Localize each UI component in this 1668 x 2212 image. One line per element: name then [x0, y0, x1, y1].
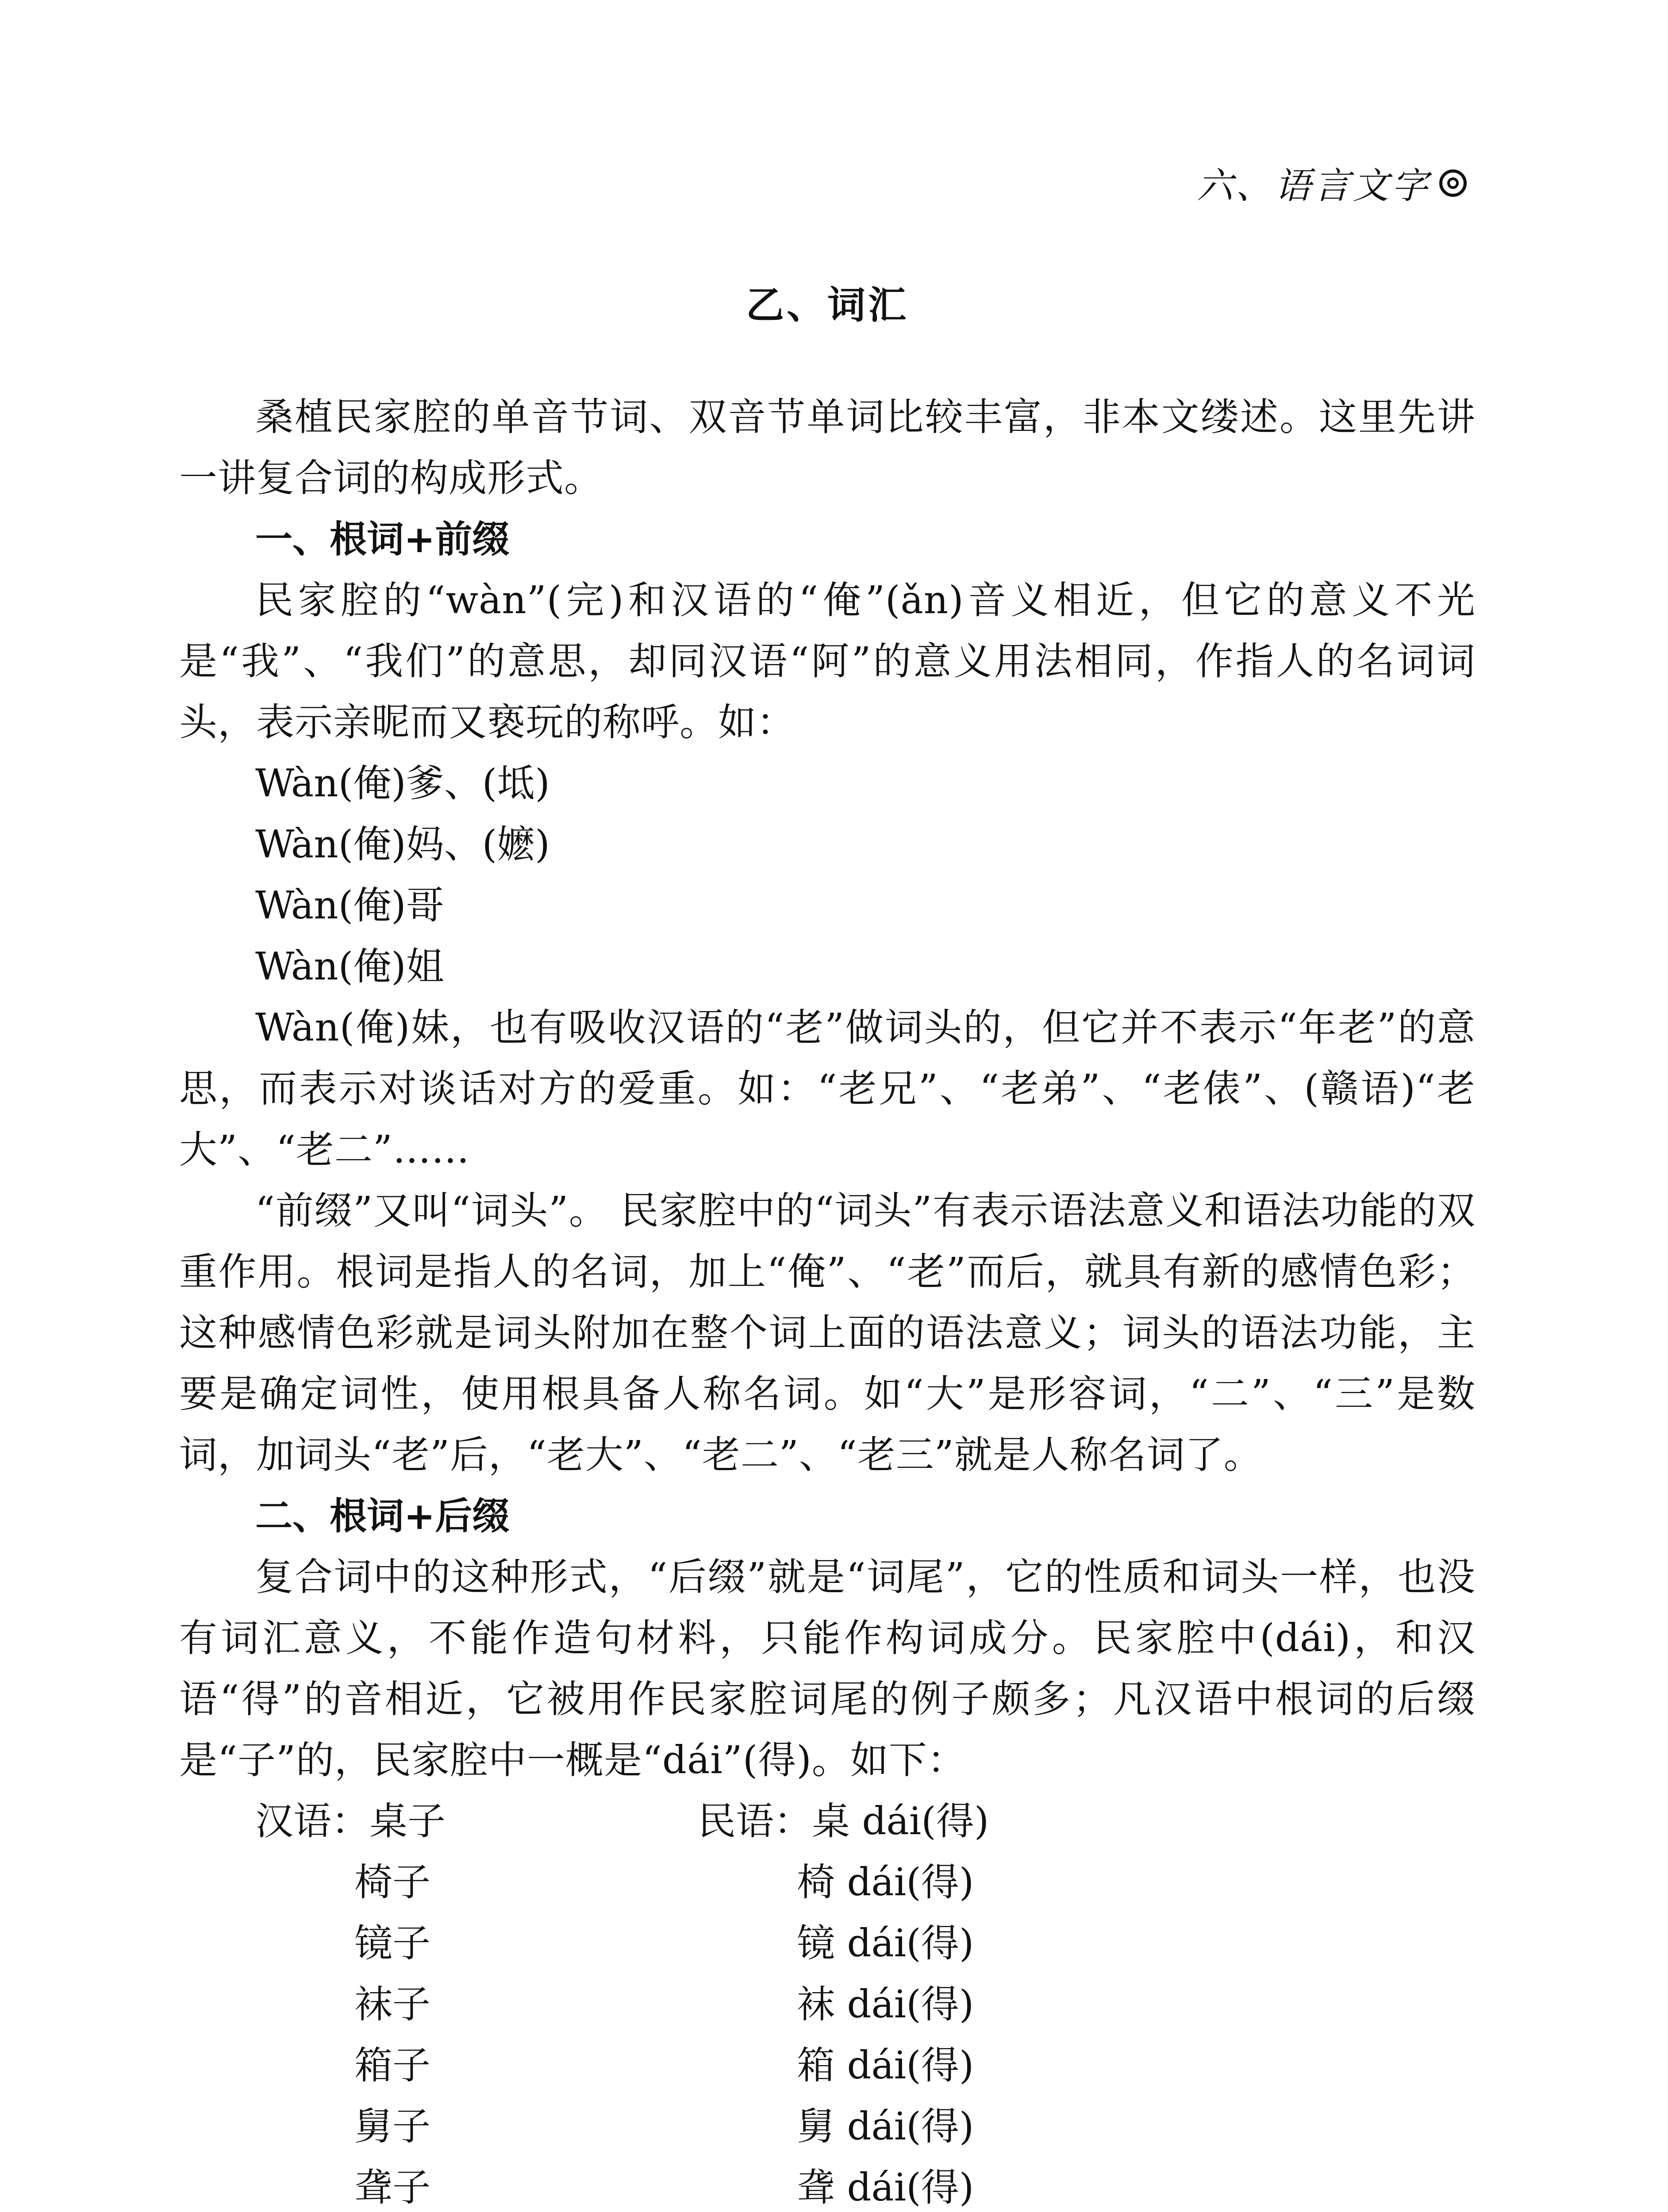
word-pair-row	[179, 1974, 1476, 2035]
min-word: 镜 dái(得)	[797, 1921, 974, 1966]
running-head	[1197, 157, 1467, 209]
prefix-paragraph-3: “前缀”又叫“词头”。 民家腔中的“词头”有表示语法意义和语法功能的双重作用。根词是指人的名词，加上“俺”、“老”而后，就具有新的感情色彩；这种感情色彩就是词头附加在整个词上面的语法意义；词头的语法功能，主要是确定词性，使用根具备人称名词。如“大”是形容词，“二”、“三”是数词，加词头“老”后，“老大”、“老二”、“老三”就是人称名词了。	[179, 1189, 1476, 1477]
word-pair-row	[179, 1913, 1476, 1974]
min-word: 聋 dái(得)	[797, 2166, 974, 2210]
min-word: 舅 dái(得)	[797, 2104, 974, 2149]
suffix-paragraph-1: 复合词中的这种形式，“后缀”就是“词尾”，它的性质和词头一样，也没有词汇意义，不能作造句材料，只能作构词成分。民家腔中(dái)，和汉语“得”的音相近，它被用作民家腔词尾的例子颇多；凡汉语中根词的后缀是“子”的，民家腔中一概是“dái”(得)。如下：	[179, 1555, 1476, 1782]
example-line: Wàn(俺)哥	[255, 883, 444, 928]
han-word: 聋子	[354, 2166, 430, 2210]
han-word: 镜子	[354, 1921, 430, 1966]
han-label: 汉语：	[255, 1799, 369, 1843]
prefix-paragraph-1: 民家腔的“wàn”(完)和汉语的“俺”(ǎn)音义相近，但它的意义不光是“我”、“我们”的意思，却同汉语“阿”的意义用法相同，作指人的名词词头，表示亲昵而又亵玩的称呼。如：	[179, 578, 1476, 745]
word-pair-row	[179, 2096, 1476, 2157]
word-pair-row	[179, 1852, 1476, 1913]
example-line: Wàn(俺)爹、(坻)	[255, 761, 550, 806]
han-word: 桌子	[369, 1799, 446, 1843]
heading-suffix: 二、根词+后缀	[255, 1494, 510, 1538]
han-word: 箱子	[354, 2043, 430, 2088]
prefix-paragraph-2: Wàn(俺)妹，也有吸收汉语的“老”做词头的，但它并不表示“年老”的意思，而表示对谈话对方的爱重。如：“老兄”、“老弟”、“老俵”、(赣语)“老大”、“老二”……	[179, 1006, 1476, 1172]
word-comparison-list	[179, 1791, 1476, 2212]
han-word: 舅子	[354, 2104, 430, 2149]
example-line: Wàn(俺)妈、(嬷)	[255, 822, 550, 867]
word-pair-row	[179, 2035, 1476, 2096]
heading-prefix: 一、根词+前缀	[255, 518, 510, 561]
example-line: Wàn(俺)姐	[255, 945, 444, 989]
han-word: 袜子	[354, 1982, 430, 2027]
intro-paragraph: 桑植民家腔的单音节词、双音节单词比较丰富，非本文缕述。这里先讲一讲复合词的构成形式。	[179, 395, 1476, 500]
word-pair-row	[179, 2157, 1476, 2212]
min-word: 椅 dái(得)	[797, 1860, 974, 1905]
min-word: 桌 dái(得)	[812, 1799, 989, 1843]
bullseye-icon	[1439, 169, 1467, 197]
section-title: 乙、词汇	[746, 283, 909, 327]
word-pair-row	[179, 1791, 1476, 1852]
han-word: 椅子	[354, 1860, 430, 1905]
page-content	[179, 257, 1476, 2212]
min-label: 民语：	[698, 1799, 812, 1843]
running-head-text: 六、语言文字	[1197, 165, 1430, 207]
min-word: 箱 dái(得)	[797, 2043, 974, 2088]
min-word: 袜 dái(得)	[797, 1982, 974, 2027]
